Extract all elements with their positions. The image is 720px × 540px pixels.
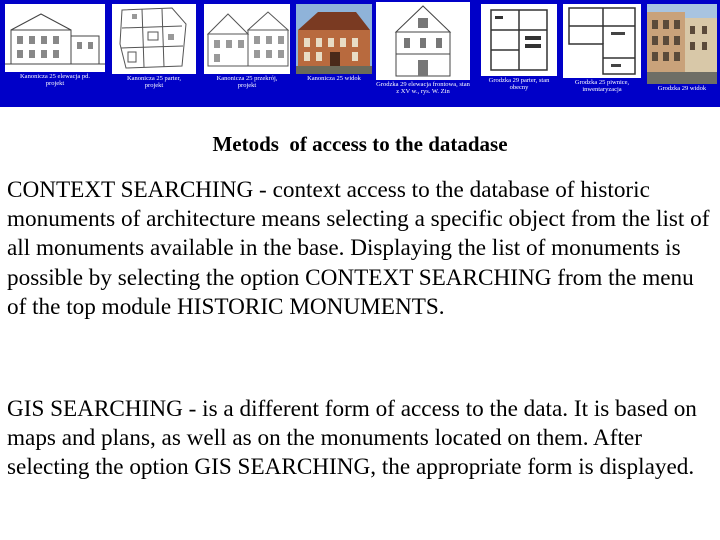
thumbnail-caption: Grodzka 25 piwnice, inwentaryzacja [574,79,630,93]
thumbnail-caption: Grodzka 29 elewacja frontowa, stan z XV w., rys. W. Zin [376,81,470,95]
slide-title: Metods of access to the datadase [212,132,508,156]
thumbnail-photo-grodzka[interactable] [646,4,718,92]
context-searching-paragraph: CONTEXT SEARCHING - context access to the database of historic monuments of architecture means selecting a specific object from the list of all monuments available in the base. Displaying the list of monuments is possible by selecting the option CONTEXT SEARCHING from the menu of the top module HISTORIC MONUMENTS. [7,177,710,320]
cellar-plan-image [563,4,641,78]
front-elevation-image [376,2,470,80]
gis-searching-paragraph: GIS SEARCHING - is a different form of access to the data. It is based on maps and plans, as well as on the monuments located on them. After selecting the option GIS SEARCHING, the appropriate form is displayed. [7,396,697,481]
building-photo-image [296,4,372,74]
thumbnail-photo-kanonicza[interactable] [296,4,372,82]
thumbnail-caption: Kanonicza 25 widok [307,75,361,82]
thumbnail-plan-kanonicza[interactable] [112,4,196,89]
elevation-drawing-image [5,4,105,72]
thumbnail-section-kanonicza[interactable] [203,4,291,89]
thumbnail-cellar-grodzka[interactable] [562,4,642,93]
thumbnail-caption: Kanonicza 25 przekrój, projekt [216,75,278,89]
thumbnail-elevation-kanonicza[interactable] [4,4,106,87]
street-photo-image [647,4,717,84]
thumbnail-caption: Kanonicza 25 parter, projekt [126,75,182,89]
section-drawing-image [204,4,290,74]
thumbnail-elevation-grodzka[interactable] [375,2,471,95]
thumbnail-caption: Grodzka 29 widok [657,85,707,92]
thumbnail-caption: Grodzka 29 parter, stan obecny [488,77,550,91]
thumbnail-caption: Kanonicza 25 elewacja pd. projekt [19,73,91,87]
floor-plan-image [112,4,196,74]
image-banner [0,0,720,107]
thumbnail-plan-grodzka[interactable] [480,4,558,91]
ground-plan-image [481,4,557,76]
